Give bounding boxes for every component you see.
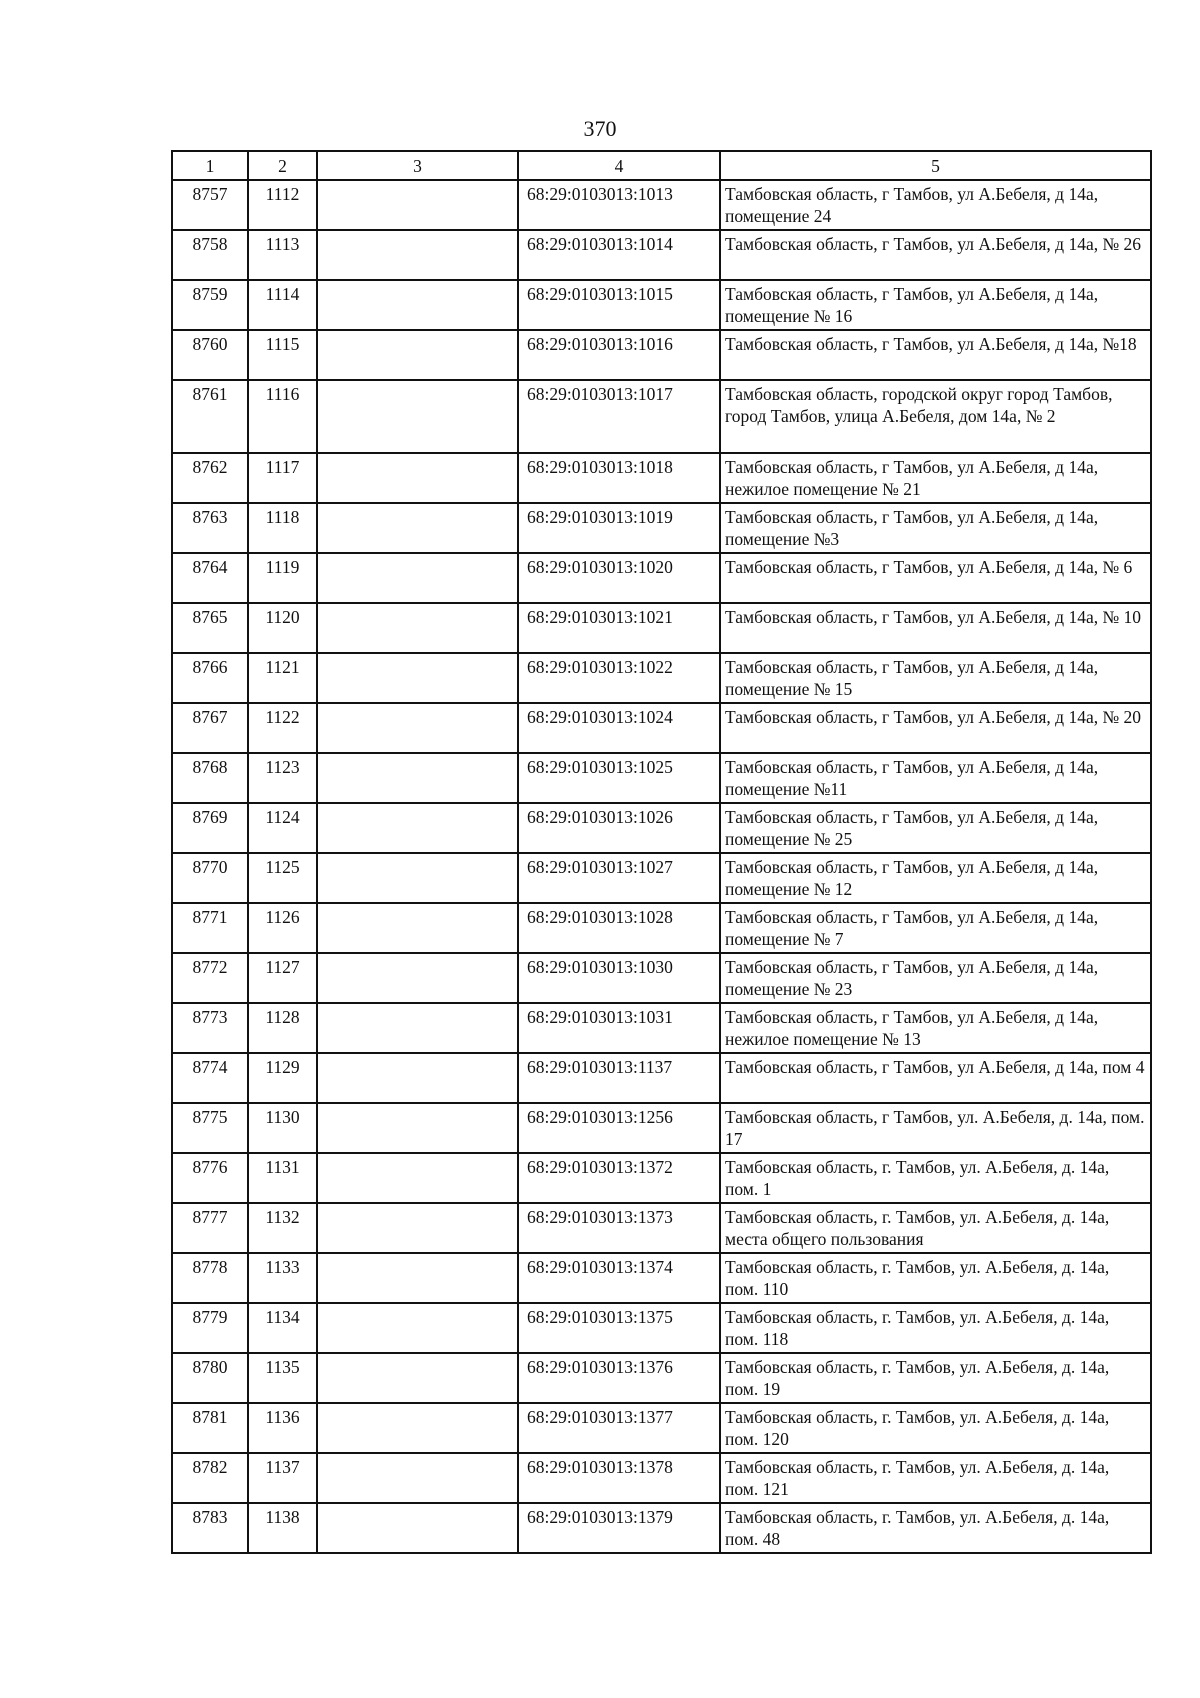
- record-id-cell: 1120: [248, 603, 317, 653]
- column-3-cell: [317, 1503, 518, 1553]
- record-id-cell: 1129: [248, 1053, 317, 1103]
- row-number-cell: 8772: [172, 953, 248, 1003]
- address-cell: Тамбовская область, г Тамбов, ул А.Бебеля, д 14а, помещение №11: [720, 753, 1151, 803]
- column-3-cell: [317, 1203, 518, 1253]
- table-row: [172, 1453, 1151, 1503]
- cadastral-number-cell: 68:29:0103013:1374: [518, 1253, 720, 1303]
- table-row: [172, 1103, 1151, 1153]
- header-cell-3: 3: [317, 151, 518, 180]
- column-3-cell: [317, 1353, 518, 1403]
- column-3-cell: [317, 1453, 518, 1503]
- column-3-cell: [317, 1103, 518, 1153]
- header-cell-4: 4: [518, 151, 720, 180]
- cadastral-number-cell: 68:29:0103013:1372: [518, 1153, 720, 1203]
- record-id-cell: 1128: [248, 1003, 317, 1053]
- address-cell: Тамбовская область, г Тамбов, ул. А.Бебеля, д. 14а, пом. 17: [720, 1103, 1151, 1153]
- cadastral-number-cell: 68:29:0103013:1016: [518, 330, 720, 380]
- cadastral-number-cell: 68:29:0103013:1031: [518, 1003, 720, 1053]
- table-row: [172, 1303, 1151, 1353]
- page-number: 370: [583, 116, 617, 141]
- record-id-cell: 1137: [248, 1453, 317, 1503]
- cadastral-number-cell: 68:29:0103013:1013: [518, 180, 720, 230]
- record-id-cell: 1116: [248, 380, 317, 453]
- column-3-cell: [317, 230, 518, 280]
- record-id-cell: 1119: [248, 553, 317, 603]
- cadastral-number-cell: 68:29:0103013:1022: [518, 653, 720, 703]
- record-id-cell: 1134: [248, 1303, 317, 1353]
- row-number-cell: 8773: [172, 1003, 248, 1053]
- registry-table: [171, 150, 1152, 1554]
- cadastral-number-cell: 68:29:0103013:1014: [518, 230, 720, 280]
- cadastral-number-cell: 68:29:0103013:1021: [518, 603, 720, 653]
- table-row: [172, 653, 1151, 703]
- address-cell: Тамбовская область, г. Тамбов, ул. А.Бебеля, д. 14а, пом. 110: [720, 1253, 1151, 1303]
- table-row: [172, 180, 1151, 230]
- row-number-cell: 8775: [172, 1103, 248, 1153]
- row-number-cell: 8762: [172, 453, 248, 503]
- column-3-cell: [317, 1153, 518, 1203]
- table-row: [172, 230, 1151, 280]
- cadastral-number-cell: 68:29:0103013:1375: [518, 1303, 720, 1353]
- column-3-cell: [317, 853, 518, 903]
- cadastral-number-cell: 68:29:0103013:1030: [518, 953, 720, 1003]
- cadastral-number-cell: 68:29:0103013:1373: [518, 1203, 720, 1253]
- table-row: [172, 1003, 1151, 1053]
- column-3-cell: [317, 753, 518, 803]
- cadastral-number-cell: 68:29:0103013:1137: [518, 1053, 720, 1103]
- row-number-cell: 8780: [172, 1353, 248, 1403]
- record-id-cell: 1118: [248, 503, 317, 553]
- cadastral-number-cell: 68:29:0103013:1024: [518, 703, 720, 753]
- record-id-cell: 1121: [248, 653, 317, 703]
- address-cell: Тамбовская область, г Тамбов, ул А.Бебеля, д 14а, № 20: [720, 703, 1151, 753]
- address-cell: Тамбовская область, г Тамбов, ул А.Бебеля, д 14а, нежилое помещение № 13: [720, 1003, 1151, 1053]
- record-id-cell: 1130: [248, 1103, 317, 1153]
- record-id-cell: 1133: [248, 1253, 317, 1303]
- row-number-cell: 8778: [172, 1253, 248, 1303]
- cadastral-number-cell: 68:29:0103013:1019: [518, 503, 720, 553]
- table-row: [172, 1253, 1151, 1303]
- record-id-cell: 1114: [248, 280, 317, 330]
- cadastral-number-cell: 68:29:0103013:1378: [518, 1453, 720, 1503]
- address-cell: Тамбовская область, г. Тамбов, ул. А.Бебеля, д. 14а, пом. 19: [720, 1353, 1151, 1403]
- address-cell: Тамбовская область, г Тамбов, ул А.Бебеля, д 14а, помещение № 23: [720, 953, 1151, 1003]
- record-id-cell: 1122: [248, 703, 317, 753]
- table-row: [172, 380, 1151, 453]
- record-id-cell: 1138: [248, 1503, 317, 1553]
- column-3-cell: [317, 380, 518, 453]
- cadastral-number-cell: 68:29:0103013:1015: [518, 280, 720, 330]
- column-3-cell: [317, 453, 518, 503]
- column-3-cell: [317, 180, 518, 230]
- row-number-cell: 8776: [172, 1153, 248, 1203]
- table-body: [172, 180, 1151, 1553]
- row-number-cell: 8761: [172, 380, 248, 453]
- cadastral-number-cell: 68:29:0103013:1026: [518, 803, 720, 853]
- address-cell: Тамбовская область, г. Тамбов, ул. А.Бебеля, д. 14а, места общего пользования: [720, 1203, 1151, 1253]
- row-number-cell: 8781: [172, 1403, 248, 1453]
- address-cell: Тамбовская область, г Тамбов, ул А.Бебеля, д 14а, № 26: [720, 230, 1151, 280]
- row-number-cell: 8757: [172, 180, 248, 230]
- row-number-cell: 8769: [172, 803, 248, 853]
- table-row: [172, 1153, 1151, 1203]
- column-3-cell: [317, 330, 518, 380]
- cadastral-number-cell: 68:29:0103013:1020: [518, 553, 720, 603]
- record-id-cell: 1132: [248, 1203, 317, 1253]
- address-cell: Тамбовская область, г Тамбов, ул А.Бебеля, д 14а, помещение 24: [720, 180, 1151, 230]
- table-row: [172, 1353, 1151, 1403]
- table-row: [172, 503, 1151, 553]
- header-cell-5: 5: [720, 151, 1151, 180]
- header-cell-1: 1: [172, 151, 248, 180]
- table-row: [172, 1203, 1151, 1253]
- record-id-cell: 1131: [248, 1153, 317, 1203]
- header-row: [172, 151, 1151, 180]
- address-cell: Тамбовская область, г. Тамбов, ул. А.Бебеля, д. 14а, пом. 120: [720, 1403, 1151, 1453]
- address-cell: Тамбовская область, г Тамбов, ул А.Бебеля, д 14а, помещение №3: [720, 503, 1151, 553]
- record-id-cell: 1112: [248, 180, 317, 230]
- column-3-cell: [317, 1253, 518, 1303]
- record-id-cell: 1136: [248, 1403, 317, 1453]
- table-row: [172, 853, 1151, 903]
- record-id-cell: 1125: [248, 853, 317, 903]
- record-id-cell: 1115: [248, 330, 317, 380]
- address-cell: Тамбовская область, г. Тамбов, ул. А.Бебеля, д. 14а, пом. 118: [720, 1303, 1151, 1353]
- column-3-cell: [317, 503, 518, 553]
- row-number-cell: 8782: [172, 1453, 248, 1503]
- column-3-cell: [317, 1303, 518, 1353]
- row-number-cell: 8765: [172, 603, 248, 653]
- table-row: [172, 280, 1151, 330]
- table-row: [172, 453, 1151, 503]
- row-number-cell: 8779: [172, 1303, 248, 1353]
- row-number-cell: 8770: [172, 853, 248, 903]
- record-id-cell: 1113: [248, 230, 317, 280]
- row-number-cell: 8767: [172, 703, 248, 753]
- cadastral-number-cell: 68:29:0103013:1017: [518, 380, 720, 453]
- row-number-cell: 8768: [172, 753, 248, 803]
- address-cell: Тамбовская область, г Тамбов, ул А.Бебеля, д 14а, № 6: [720, 553, 1151, 603]
- table-row: [172, 1403, 1151, 1453]
- record-id-cell: 1135: [248, 1353, 317, 1403]
- row-number-cell: 8758: [172, 230, 248, 280]
- column-3-cell: [317, 280, 518, 330]
- record-id-cell: 1127: [248, 953, 317, 1003]
- cadastral-number-cell: 68:29:0103013:1379: [518, 1503, 720, 1553]
- record-id-cell: 1124: [248, 803, 317, 853]
- address-cell: Тамбовская область, г Тамбов, ул А.Бебеля, д 14а, №18: [720, 330, 1151, 380]
- record-id-cell: 1126: [248, 903, 317, 953]
- column-3-cell: [317, 1403, 518, 1453]
- address-cell: Тамбовская область, г Тамбов, ул А.Бебеля, д 14а, помещение № 7: [720, 903, 1151, 953]
- cadastral-number-cell: 68:29:0103013:1256: [518, 1103, 720, 1153]
- address-cell: Тамбовская область, г Тамбов, ул А.Бебеля, д 14а, пом 4: [720, 1053, 1151, 1103]
- address-cell: Тамбовская область, г. Тамбов, ул. А.Бебеля, д. 14а, пом. 121: [720, 1453, 1151, 1503]
- cadastral-number-cell: 68:29:0103013:1027: [518, 853, 720, 903]
- column-3-cell: [317, 553, 518, 603]
- cadastral-number-cell: 68:29:0103013:1028: [518, 903, 720, 953]
- table-row: [172, 1053, 1151, 1103]
- header-cell-2: 2: [248, 151, 317, 180]
- address-cell: Тамбовская область, г Тамбов, ул А.Бебеля, д 14а, помещение № 16: [720, 280, 1151, 330]
- table-row: [172, 553, 1151, 603]
- row-number-cell: 8763: [172, 503, 248, 553]
- address-cell: Тамбовская область, городской округ город Тамбов, город Тамбов, улица А.Бебеля, дом 14а, № 2: [720, 380, 1151, 453]
- table-row: [172, 903, 1151, 953]
- row-number-cell: 8777: [172, 1203, 248, 1253]
- address-cell: Тамбовская область, г. Тамбов, ул. А.Бебеля, д. 14а, пом. 48: [720, 1503, 1151, 1553]
- row-number-cell: 8766: [172, 653, 248, 703]
- table-row: [172, 1503, 1151, 1553]
- cadastral-number-cell: 68:29:0103013:1025: [518, 753, 720, 803]
- address-cell: Тамбовская область, г Тамбов, ул А.Бебеля, д 14а, нежилое помещение № 21: [720, 453, 1151, 503]
- table-row: [172, 753, 1151, 803]
- row-number-cell: 8764: [172, 553, 248, 603]
- row-number-cell: 8774: [172, 1053, 248, 1103]
- column-3-cell: [317, 703, 518, 753]
- row-number-cell: 8759: [172, 280, 248, 330]
- column-3-cell: [317, 653, 518, 703]
- record-id-cell: 1117: [248, 453, 317, 503]
- table-row: [172, 803, 1151, 853]
- row-number-cell: 8771: [172, 903, 248, 953]
- address-cell: Тамбовская область, г Тамбов, ул А.Бебеля, д 14а, помещение № 12: [720, 853, 1151, 903]
- address-cell: Тамбовская область, г Тамбов, ул А.Бебеля, д 14а, помещение № 15: [720, 653, 1151, 703]
- cadastral-number-cell: 68:29:0103013:1018: [518, 453, 720, 503]
- cadastral-number-cell: 68:29:0103013:1377: [518, 1403, 720, 1453]
- cadastral-number-cell: 68:29:0103013:1376: [518, 1353, 720, 1403]
- row-number-cell: 8783: [172, 1503, 248, 1553]
- row-number-cell: 8760: [172, 330, 248, 380]
- column-3-cell: [317, 803, 518, 853]
- table-row: [172, 603, 1151, 653]
- column-3-cell: [317, 953, 518, 1003]
- column-3-cell: [317, 1003, 518, 1053]
- record-id-cell: 1123: [248, 753, 317, 803]
- address-cell: Тамбовская область, г Тамбов, ул А.Бебеля, д 14а, № 10: [720, 603, 1151, 653]
- address-cell: Тамбовская область, г Тамбов, ул А.Бебеля, д 14а, помещение № 25: [720, 803, 1151, 853]
- table-row: [172, 953, 1151, 1003]
- table-row: [172, 330, 1151, 380]
- column-3-cell: [317, 903, 518, 953]
- address-cell: Тамбовская область, г. Тамбов, ул. А.Бебеля, д. 14а, пом. 1: [720, 1153, 1151, 1203]
- table-row: [172, 703, 1151, 753]
- column-3-cell: [317, 1053, 518, 1103]
- column-3-cell: [317, 603, 518, 653]
- table-header: [172, 151, 1151, 180]
